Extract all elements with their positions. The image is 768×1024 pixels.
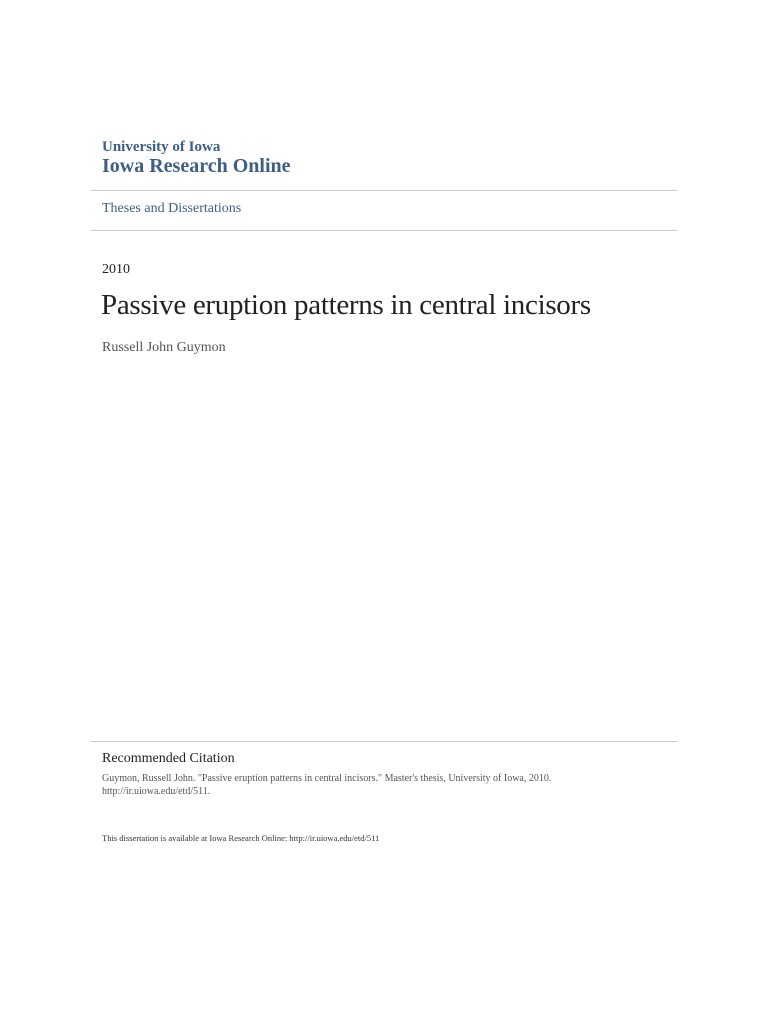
citation-line: Guymon, Russell John. "Passive eruption patterns in central incisors." Master's thesis, University of Iowa, 2010. (102, 773, 552, 784)
author-name: Russell John Guymon (102, 340, 226, 355)
divider-bottom (91, 741, 677, 742)
citation-text (102, 772, 622, 798)
publication-year: 2010 (102, 262, 130, 277)
document-title: Passive eruption patterns in central incisors (101, 289, 591, 321)
citation-heading: Recommended Citation (102, 751, 235, 766)
institution-link[interactable]: University of Iowa (102, 139, 221, 155)
repository-link[interactable]: Iowa Research Online (102, 155, 291, 177)
divider-middle (91, 230, 677, 231)
availability-note: This dissertation is available at Iowa Research Online: http://ir.uiowa.edu/etd/511 (102, 833, 380, 843)
collection-link[interactable]: Theses and Dissertations (102, 201, 242, 216)
citation-url[interactable]: http://ir.uiowa.edu/etd/511. (102, 786, 211, 797)
divider-top (91, 190, 677, 191)
